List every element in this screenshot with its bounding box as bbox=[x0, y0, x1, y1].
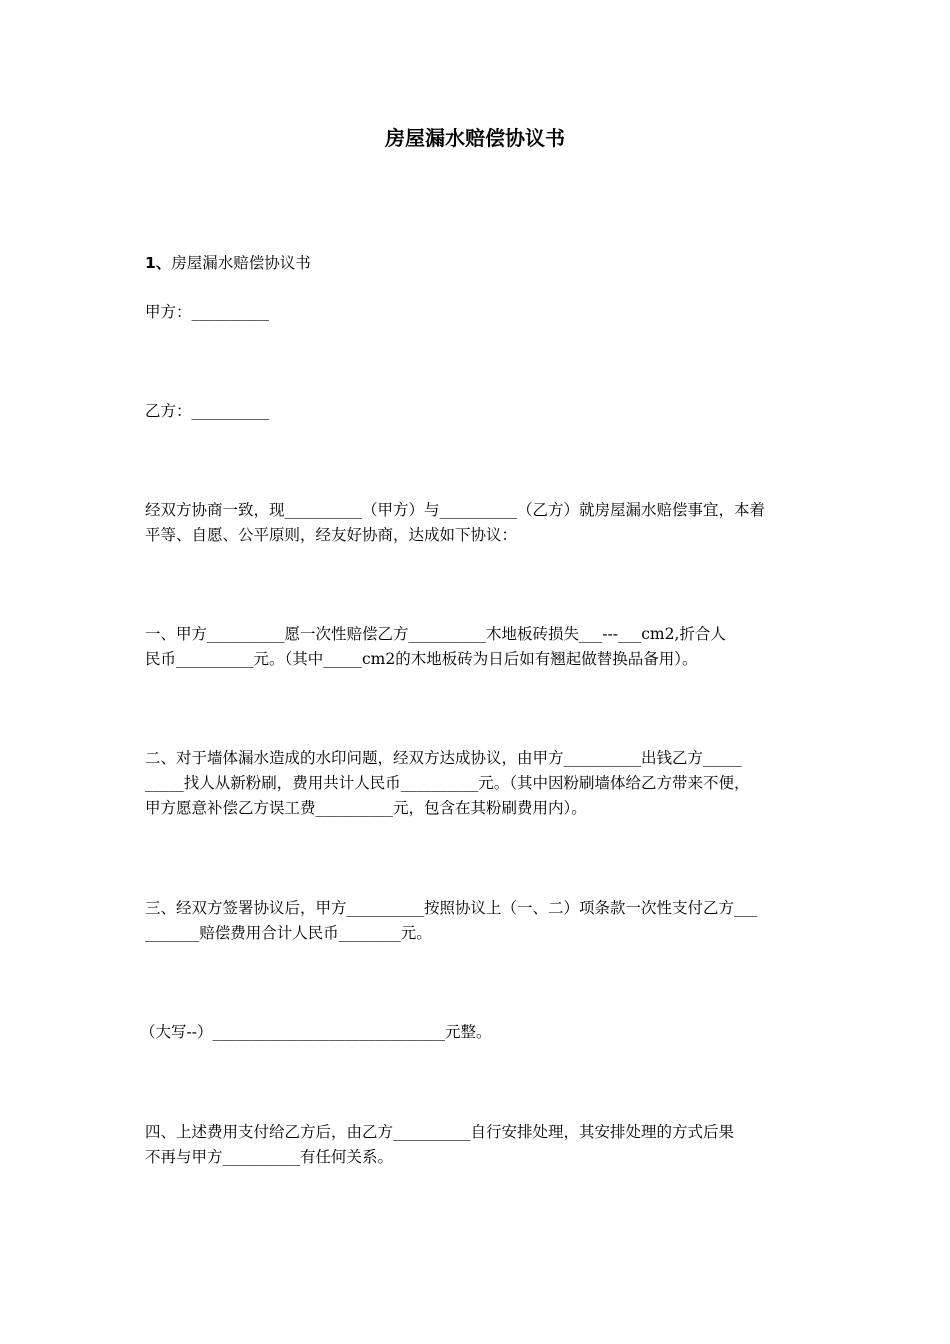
clause-4-line-2: 不再与甲方__________有任何关系。 bbox=[145, 1148, 394, 1166]
clause-3-line-1: 三、经双方签署协议后，甲方__________按照协议上（一、二）项条款一次性支付乙方___ bbox=[145, 899, 758, 917]
party-a-line: 甲方：__________ bbox=[145, 303, 270, 321]
clause-3-line-2: _______赔偿费用合计人民币________元。 bbox=[145, 924, 432, 942]
clause-2-line-1: 二、对于墙体漏水造成的水印问题，经双方达成协议，由甲方__________出钱乙方_____ bbox=[145, 749, 742, 767]
clause-4-line-1: 四、上述费用支付给乙方后，由乙方__________自行安排处理，其安排处理的方式后果 bbox=[145, 1123, 735, 1141]
intro-paragraph-line-2: 平等、自愿、公平原则，经友好协商，达成如下协议： bbox=[145, 526, 518, 544]
clause-2-line-3: 甲方愿意补偿乙方误工费__________元，包含在其粉刷费用内）。 bbox=[145, 799, 587, 817]
clause-1-line-2: 民币__________元。（其中_____cm2的木地板砖为日后如有翘起做替换品备用）。 bbox=[145, 650, 698, 668]
party-b-line: 乙方：__________ bbox=[145, 402, 270, 420]
section-title: 房屋漏水赔偿协议书 bbox=[171, 254, 311, 272]
document-title: 房屋漏水赔偿协议书 bbox=[385, 126, 565, 150]
section-number: 1、 bbox=[145, 254, 172, 272]
capital-amount-line: （大写--）______________________________元整。 bbox=[140, 1023, 492, 1041]
intro-paragraph-line-1: 经双方协商一致，现__________（甲方）与__________（乙方）就房屋漏水赔偿事宜，本着 bbox=[145, 501, 766, 519]
clause-1-line-1: 一、甲方__________愿一次性赔偿乙方__________木地板砖损失___---___cm2,折合人 bbox=[145, 625, 726, 643]
clause-2-line-2: _____找人从新粉刷，费用共计人民币__________元。（其中因粉刷墙体给乙方带来不便， bbox=[145, 774, 750, 792]
section-heading bbox=[145, 251, 825, 276]
